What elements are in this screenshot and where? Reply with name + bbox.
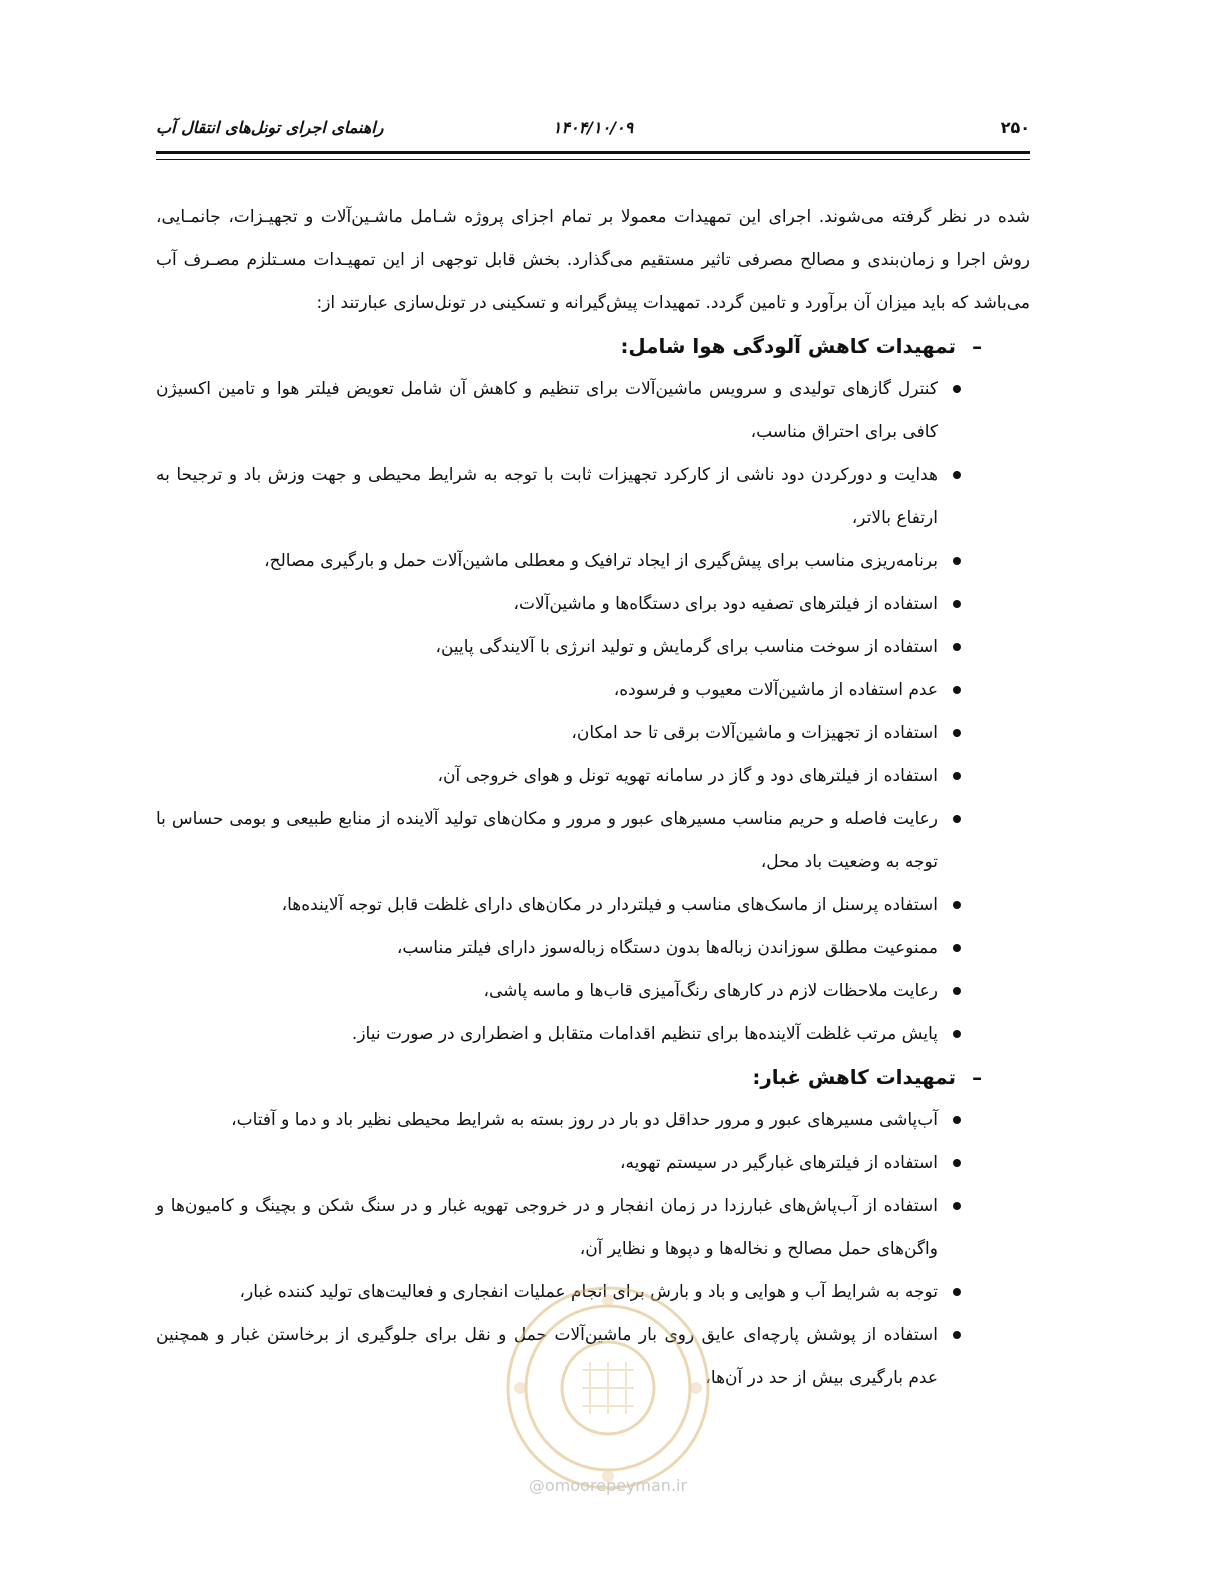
list-item: استفاده از پوشش پارچه‌ای عایق روی بار ماشین‌آلات حمل و نقل برای جلوگیری از برخاستن غبار و همچنین عدم بارگیری بیش از حد در آن‌ها، [156,1314,938,1400]
section-heading-air-pollution [156,325,1030,368]
header-divider [156,151,1030,160]
list-item: رعایت ملاحظات لازم در کارهای رنگ‌آمیزی قاب‌ها و ماسه پاشی، [156,970,938,1013]
page-number: ۲۵۰ [1000,118,1030,137]
list-item: ممنوعیت مطلق سوزاندن زباله‌ها بدون دستگاه زباله‌سوز دارای فیلتر مناسب، [156,927,938,970]
section-heading-text: تمهیدات کاهش آلودگی هوا شامل: [620,335,956,358]
list-item: رعایت فاصله و حریم مناسب مسیرهای عبور و مرور و مکان‌های تولید آلاینده از منابع طبیعی و بومی حساس با توجه به وضعیت باد محل، [156,798,938,884]
list-item: پایش مرتب غلظت آلاینده‌ها برای تنظیم اقدامات متقابل و اضطراری در صورت نیاز. [156,1013,938,1056]
list-item: توجه به شرایط آب و هوایی و باد و بارش برای انجام عملیات انفجاری و فعالیت‌های تولید کننده غبار، [156,1271,938,1314]
list-item: استفاده از فیلترهای تصفیه دود برای دستگاه‌ها و ماشین‌آلات، [156,583,938,626]
list-item: استفاده از سوخت مناسب برای گرمایش و تولید انرژی با آلایندگی پایین، [156,626,938,669]
list-item: استفاده از فیلترهای دود و گاز در سامانه تهویه تونل و هوای خروجی آن، [156,755,938,798]
list-item: استفاده از آب‌پاش‌های غبارزدا در زمان انفجار و در خروجی تهویه غبار و در سنگ شکن و بچینگ و کامیون‌ها و واگن‌های حمل مصالح و نخاله‌ها و دپوها و نظایر آن، [156,1185,938,1271]
watermark-text: @omoorepeyman.ir [528,1476,688,1495]
section-heading-text: تمهیدات کاهش غبار: [752,1066,956,1089]
list-item: استفاده از تجهیزات و ماشین‌آلات برقی تا حد امکان، [156,712,938,755]
page-header [156,118,1030,148]
dash-marker: – [972,1066,982,1089]
list-item: استفاده از فیلترهای غبارگیر در سیستم تهویه، [156,1142,938,1185]
list-item: برنامه‌ریزی مناسب برای پیش‌گیری از ایجاد ترافیک و معطلی ماشین‌آلات حمل و بارگیری مصالح، [156,540,938,583]
seal-logo-icon [498,1278,718,1498]
air-pollution-list [156,368,1030,1056]
list-item: استفاده پرسنل از ماسک‌های مناسب و فیلتردار در مکان‌های دارای غلظت قابل توجه آلاینده‌ها، [156,884,938,927]
page-body [156,196,1030,1400]
list-item: کنترل گازهای تولیدی و سرویس ماشین‌آلات برای تنظیم و کاهش آن شامل تعویض فیلتر هوا و تامین اکسیژن کافی برای احتراق مناسب، [156,368,938,454]
list-item: آب‌پاشی مسیرهای عبور و مرور حداقل دو بار در روز بسته به شرایط محیطی نظیر باد و دما و آفتاب، [156,1099,938,1142]
section-heading-dust [156,1056,1030,1099]
list-item: عدم استفاده از ماشین‌آلات معیوب و فرسوده، [156,669,938,712]
list-item: هدایت و دورکردن دود ناشی از کارکرد تجهیزات ثابت با توجه به شرایط محیطی و جهت وزش باد و ترجیحا به ارتفاع بالاتر، [156,454,938,540]
intro-paragraph: شده در نظر گرفته می‌شوند. اجرای این تمهیدات معمولا بر تمام اجزای پروژه شـامل ماشـین‌آلات و تجهیـزات، جانمـایی، روش اجرا و زمان‌بندی و مصالح مصرفی تاثیر مستقیم می‌گذارد. بخش قابل توجهی از این تمهیـدات مسـتلزم مصـرف آب می‌باشد که باید میزان آن برآورد و تامین گردد. تمهیدات پیش‌گیرانه و تسکینی در تونل‌سازی عبارتند از: [156,207,1030,313]
header-date: ۱۴۰۴/۱۰/۰۹ [552,118,634,137]
dash-marker: – [972,335,982,358]
header-title: راهنمای اجرای تونل‌های انتقال آب [156,118,384,137]
